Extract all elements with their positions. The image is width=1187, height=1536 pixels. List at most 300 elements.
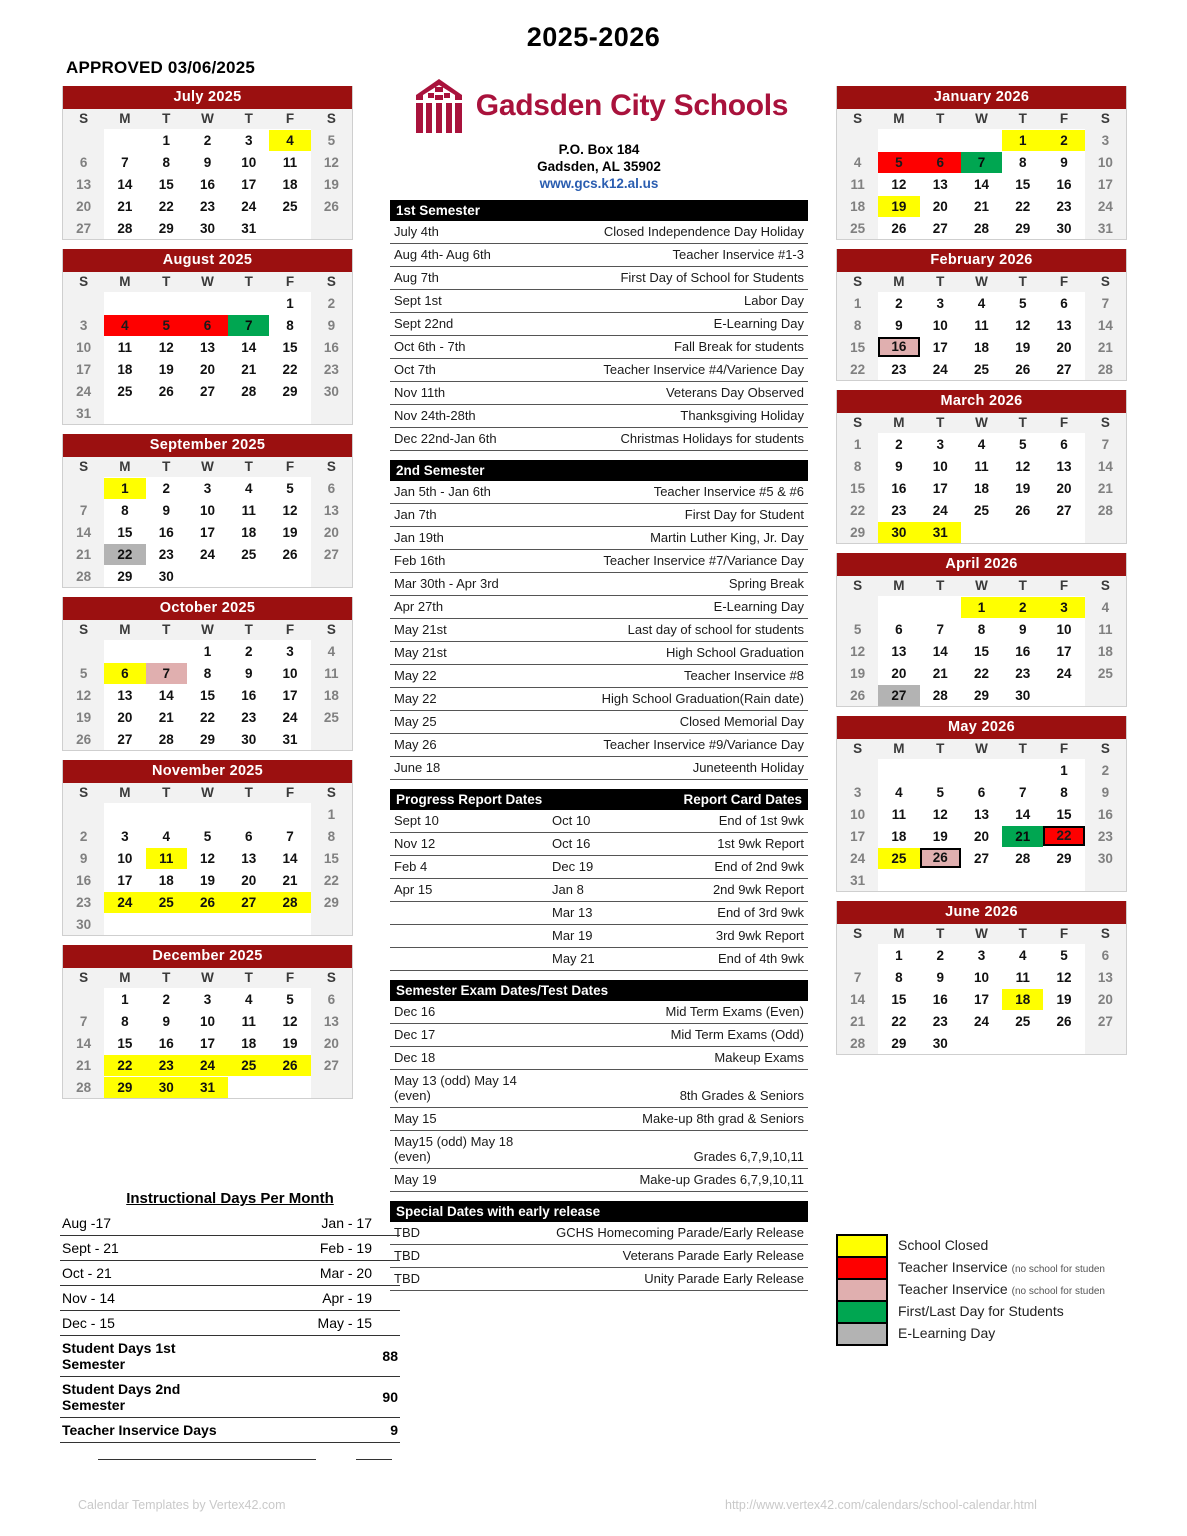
day-cell[interactable] [187,1076,228,1098]
day-cell[interactable] [920,662,961,684]
day-cell[interactable] [961,217,1002,239]
day-cell[interactable] [104,825,145,847]
day-cell[interactable] [269,358,310,380]
day-cell[interactable] [1085,847,1126,869]
day-cell[interactable] [269,380,310,402]
day-cell[interactable] [269,728,310,750]
day-cell[interactable] [104,217,145,239]
day-cell[interactable] [1002,966,1043,988]
day-cell[interactable] [1002,1010,1043,1032]
day-cell[interactable] [920,173,961,195]
day-cell[interactable] [187,314,228,336]
day-cell[interactable] [961,596,1002,618]
day-cell[interactable] [1043,477,1084,499]
day-cell[interactable] [63,565,104,587]
day-cell[interactable] [1002,477,1043,499]
day-cell[interactable] [920,455,961,477]
day-cell[interactable] [1002,825,1043,847]
day-cell[interactable] [187,543,228,565]
day-cell[interactable] [104,847,145,869]
day-cell[interactable] [961,314,1002,336]
day-cell[interactable] [878,781,919,803]
day-cell[interactable] [63,913,104,935]
day-cell[interactable] [63,869,104,891]
day-cell[interactable] [920,988,961,1010]
day-cell[interactable] [920,314,961,336]
day-cell[interactable] [311,499,352,521]
day-cell[interactable] [1085,173,1126,195]
day-cell[interactable] [104,662,145,684]
day-cell[interactable] [269,891,310,913]
day-cell[interactable] [269,869,310,891]
day-cell[interactable] [920,521,961,543]
day-cell[interactable] [1043,803,1084,825]
day-cell[interactable] [187,847,228,869]
day-cell[interactable] [837,499,878,521]
day-cell[interactable] [269,521,310,543]
day-cell[interactable] [104,173,145,195]
day-cell[interactable] [1002,358,1043,380]
day-cell[interactable] [1043,847,1084,869]
day-cell[interactable] [146,1076,187,1098]
day-cell[interactable] [878,1010,919,1032]
day-cell[interactable] [837,869,878,891]
day-cell[interactable] [63,543,104,565]
day-cell[interactable] [63,847,104,869]
day-cell[interactable] [269,195,310,217]
day-cell[interactable] [311,891,352,913]
day-cell[interactable] [1085,988,1126,1010]
day-cell[interactable] [146,314,187,336]
day-cell[interactable] [961,336,1002,358]
day-cell[interactable] [878,477,919,499]
day-cell[interactable] [228,847,269,869]
day-cell[interactable] [104,195,145,217]
day-cell[interactable] [1085,1010,1126,1032]
day-cell[interactable] [187,336,228,358]
day-cell[interactable] [187,1010,228,1032]
day-cell[interactable] [961,151,1002,173]
day-cell[interactable] [228,1032,269,1054]
day-cell[interactable] [1002,640,1043,662]
day-cell[interactable] [146,847,187,869]
day-cell[interactable] [920,358,961,380]
day-cell[interactable] [146,662,187,684]
day-cell[interactable] [104,565,145,587]
day-cell[interactable] [1002,781,1043,803]
day-cell[interactable] [269,314,310,336]
day-cell[interactable] [1043,662,1084,684]
day-cell[interactable] [104,543,145,565]
day-cell[interactable] [104,1054,145,1076]
day-cell[interactable] [1043,195,1084,217]
day-cell[interactable] [63,380,104,402]
day-cell[interactable] [146,988,187,1010]
day-cell[interactable] [1043,151,1084,173]
day-cell[interactable] [837,195,878,217]
day-cell[interactable] [187,891,228,913]
day-cell[interactable] [146,728,187,750]
day-cell[interactable] [878,662,919,684]
day-cell[interactable] [1043,433,1084,455]
day-cell[interactable] [920,1032,961,1054]
day-cell[interactable] [1002,662,1043,684]
day-cell[interactable] [146,499,187,521]
day-cell[interactable] [228,706,269,728]
day-cell[interactable] [311,662,352,684]
day-cell[interactable] [920,151,961,173]
day-cell[interactable] [104,336,145,358]
day-cell[interactable] [1085,662,1126,684]
day-cell[interactable] [187,380,228,402]
day-cell[interactable] [837,217,878,239]
day-cell[interactable] [961,195,1002,217]
day-cell[interactable] [837,358,878,380]
day-cell[interactable] [837,1010,878,1032]
day-cell[interactable] [228,988,269,1010]
day-cell[interactable] [228,380,269,402]
day-cell[interactable] [837,455,878,477]
day-cell[interactable] [1043,618,1084,640]
day-cell[interactable] [920,847,961,869]
day-cell[interactable] [1085,195,1126,217]
day-cell[interactable] [269,336,310,358]
day-cell[interactable] [228,684,269,706]
day-cell[interactable] [961,173,1002,195]
day-cell[interactable] [1002,314,1043,336]
day-cell[interactable] [187,217,228,239]
day-cell[interactable] [1002,195,1043,217]
day-cell[interactable] [837,640,878,662]
day-cell[interactable] [920,618,961,640]
day-cell[interactable] [837,618,878,640]
day-cell[interactable] [269,292,310,314]
day-cell[interactable] [920,825,961,847]
day-cell[interactable] [311,825,352,847]
day-cell[interactable] [63,402,104,424]
day-cell[interactable] [269,684,310,706]
day-cell[interactable] [104,314,145,336]
day-cell[interactable] [63,358,104,380]
day-cell[interactable] [311,336,352,358]
day-cell[interactable] [104,1076,145,1098]
day-cell[interactable] [311,173,352,195]
day-cell[interactable] [837,684,878,706]
day-cell[interactable] [146,891,187,913]
day-cell[interactable] [1002,944,1043,966]
day-cell[interactable] [63,217,104,239]
day-cell[interactable] [187,477,228,499]
day-cell[interactable] [1002,173,1043,195]
day-cell[interactable] [920,684,961,706]
day-cell[interactable] [1085,825,1126,847]
day-cell[interactable] [1085,455,1126,477]
day-cell[interactable] [187,499,228,521]
day-cell[interactable] [961,825,1002,847]
day-cell[interactable] [837,1032,878,1054]
day-cell[interactable] [878,151,919,173]
day-cell[interactable] [961,944,1002,966]
day-cell[interactable] [228,543,269,565]
day-cell[interactable] [146,543,187,565]
day-cell[interactable] [837,847,878,869]
day-cell[interactable] [1002,151,1043,173]
footer-url[interactable]: http://www.vertex42.com/calendars/school-calendar.html [725,1498,1037,1512]
day-cell[interactable] [228,1010,269,1032]
day-cell[interactable] [878,966,919,988]
day-cell[interactable] [1043,640,1084,662]
day-cell[interactable] [228,499,269,521]
day-cell[interactable] [228,1054,269,1076]
day-cell[interactable] [104,706,145,728]
day-cell[interactable] [878,803,919,825]
day-cell[interactable] [878,314,919,336]
day-cell[interactable] [1043,759,1084,781]
day-cell[interactable] [920,477,961,499]
day-cell[interactable] [1085,596,1126,618]
day-cell[interactable] [878,455,919,477]
day-cell[interactable] [1085,292,1126,314]
day-cell[interactable] [878,640,919,662]
day-cell[interactable] [311,706,352,728]
day-cell[interactable] [228,825,269,847]
day-cell[interactable] [1043,292,1084,314]
day-cell[interactable] [837,292,878,314]
day-cell[interactable] [228,662,269,684]
day-cell[interactable] [104,499,145,521]
day-cell[interactable] [1043,217,1084,239]
day-cell[interactable] [1043,596,1084,618]
day-cell[interactable] [63,662,104,684]
day-cell[interactable] [1002,129,1043,151]
day-cell[interactable] [63,825,104,847]
day-cell[interactable] [146,1032,187,1054]
day-cell[interactable] [187,640,228,662]
day-cell[interactable] [878,825,919,847]
day-cell[interactable] [920,1010,961,1032]
day-cell[interactable] [1002,618,1043,640]
day-cell[interactable] [104,869,145,891]
day-cell[interactable] [878,217,919,239]
day-cell[interactable] [878,1032,919,1054]
day-cell[interactable] [146,477,187,499]
day-cell[interactable] [1085,151,1126,173]
day-cell[interactable] [837,662,878,684]
day-cell[interactable] [228,151,269,173]
day-cell[interactable] [311,869,352,891]
day-cell[interactable] [146,869,187,891]
day-cell[interactable] [920,944,961,966]
day-cell[interactable] [1085,759,1126,781]
day-cell[interactable] [63,195,104,217]
day-cell[interactable] [837,803,878,825]
day-cell[interactable] [269,662,310,684]
day-cell[interactable] [228,891,269,913]
day-cell[interactable] [1002,988,1043,1010]
day-cell[interactable] [311,195,352,217]
day-cell[interactable] [920,292,961,314]
day-cell[interactable] [187,728,228,750]
day-cell[interactable] [228,358,269,380]
day-cell[interactable] [1002,684,1043,706]
day-cell[interactable] [146,706,187,728]
day-cell[interactable] [311,640,352,662]
day-cell[interactable] [837,151,878,173]
day-cell[interactable] [187,1054,228,1076]
day-cell[interactable] [311,477,352,499]
school-website-link[interactable]: www.gcs.k12.al.us [539,176,659,191]
day-cell[interactable] [1002,433,1043,455]
day-cell[interactable] [269,1010,310,1032]
day-cell[interactable] [1002,803,1043,825]
day-cell[interactable] [187,684,228,706]
day-cell[interactable] [920,433,961,455]
day-cell[interactable] [1085,781,1126,803]
day-cell[interactable] [187,988,228,1010]
day-cell[interactable] [187,129,228,151]
day-cell[interactable] [269,825,310,847]
day-cell[interactable] [1002,217,1043,239]
day-cell[interactable] [1043,499,1084,521]
day-cell[interactable] [104,728,145,750]
day-cell[interactable] [228,521,269,543]
day-cell[interactable] [146,358,187,380]
day-cell[interactable] [269,1032,310,1054]
day-cell[interactable] [961,499,1002,521]
day-cell[interactable] [878,521,919,543]
day-cell[interactable] [878,988,919,1010]
day-cell[interactable] [837,173,878,195]
day-cell[interactable] [961,684,1002,706]
day-cell[interactable] [961,455,1002,477]
day-cell[interactable] [146,151,187,173]
day-cell[interactable] [837,521,878,543]
day-cell[interactable] [104,684,145,706]
day-cell[interactable] [269,847,310,869]
day-cell[interactable] [837,988,878,1010]
day-cell[interactable] [311,1010,352,1032]
day-cell[interactable] [63,314,104,336]
day-cell[interactable] [311,292,352,314]
day-cell[interactable] [269,173,310,195]
day-cell[interactable] [269,151,310,173]
day-cell[interactable] [1043,988,1084,1010]
day-cell[interactable] [63,684,104,706]
day-cell[interactable] [146,217,187,239]
day-cell[interactable] [961,477,1002,499]
day-cell[interactable] [878,944,919,966]
day-cell[interactable] [1085,217,1126,239]
day-cell[interactable] [228,728,269,750]
day-cell[interactable] [228,129,269,151]
day-cell[interactable] [1085,477,1126,499]
day-cell[interactable] [1043,173,1084,195]
day-cell[interactable] [104,988,145,1010]
day-cell[interactable] [104,380,145,402]
day-cell[interactable] [1002,596,1043,618]
day-cell[interactable] [961,433,1002,455]
day-cell[interactable] [63,728,104,750]
day-cell[interactable] [146,173,187,195]
day-cell[interactable] [228,869,269,891]
day-cell[interactable] [1043,336,1084,358]
day-cell[interactable] [311,129,352,151]
day-cell[interactable] [837,825,878,847]
day-cell[interactable] [187,825,228,847]
day-cell[interactable] [1085,966,1126,988]
day-cell[interactable] [837,477,878,499]
day-cell[interactable] [961,640,1002,662]
day-cell[interactable] [1085,640,1126,662]
day-cell[interactable] [269,1054,310,1076]
day-cell[interactable] [1085,129,1126,151]
day-cell[interactable] [187,358,228,380]
day-cell[interactable] [1002,455,1043,477]
day-cell[interactable] [187,195,228,217]
day-cell[interactable] [104,1032,145,1054]
day-cell[interactable] [146,380,187,402]
day-cell[interactable] [1002,499,1043,521]
day-cell[interactable] [187,869,228,891]
day-cell[interactable] [878,684,919,706]
day-cell[interactable] [920,640,961,662]
day-cell[interactable] [104,358,145,380]
day-cell[interactable] [311,521,352,543]
day-cell[interactable] [146,129,187,151]
day-cell[interactable] [920,781,961,803]
day-cell[interactable] [228,640,269,662]
day-cell[interactable] [187,521,228,543]
day-cell[interactable] [1043,966,1084,988]
day-cell[interactable] [146,565,187,587]
day-cell[interactable] [63,1076,104,1098]
day-cell[interactable] [228,173,269,195]
day-cell[interactable] [878,358,919,380]
day-cell[interactable] [63,151,104,173]
day-cell[interactable] [146,336,187,358]
day-cell[interactable] [1002,292,1043,314]
day-cell[interactable] [920,195,961,217]
day-cell[interactable] [311,1032,352,1054]
day-cell[interactable] [837,314,878,336]
day-cell[interactable] [878,292,919,314]
day-cell[interactable] [1043,314,1084,336]
day-cell[interactable] [187,706,228,728]
day-cell[interactable] [228,217,269,239]
day-cell[interactable] [146,1010,187,1032]
day-cell[interactable] [961,847,1002,869]
day-cell[interactable] [63,521,104,543]
day-cell[interactable] [63,499,104,521]
day-cell[interactable] [878,173,919,195]
day-cell[interactable] [311,684,352,706]
day-cell[interactable] [104,891,145,913]
day-cell[interactable] [311,847,352,869]
day-cell[interactable] [1085,803,1126,825]
day-cell[interactable] [1085,618,1126,640]
day-cell[interactable] [837,433,878,455]
day-cell[interactable] [311,988,352,1010]
day-cell[interactable] [187,151,228,173]
day-cell[interactable] [1085,433,1126,455]
day-cell[interactable] [878,433,919,455]
day-cell[interactable] [269,988,310,1010]
day-cell[interactable] [63,336,104,358]
day-cell[interactable] [1043,455,1084,477]
day-cell[interactable] [1085,358,1126,380]
day-cell[interactable] [920,336,961,358]
day-cell[interactable] [311,151,352,173]
